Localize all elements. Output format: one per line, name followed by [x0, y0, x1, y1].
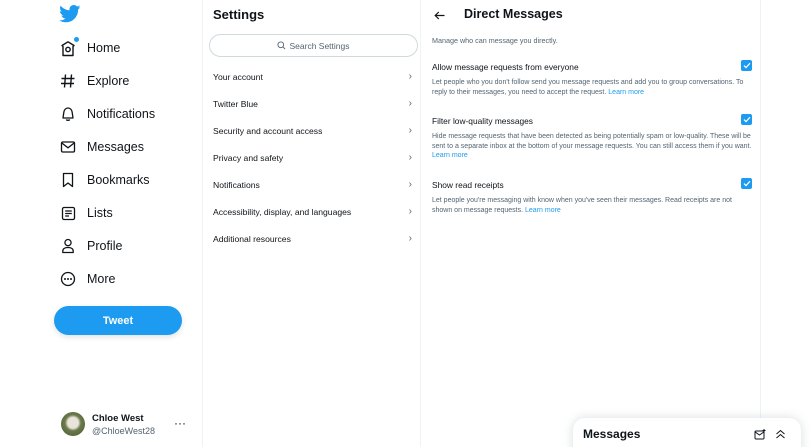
back-arrow-icon[interactable]: [431, 7, 447, 23]
chevron-right-icon: ›: [408, 206, 412, 217]
checkbox-allow-message-requests[interactable]: [741, 60, 752, 71]
nav-item-label: Lists: [87, 206, 113, 220]
chevron-right-icon: ›: [408, 152, 412, 163]
settings-item-privacy[interactable]: [203, 144, 421, 171]
learn-more-link[interactable]: Learn more: [608, 88, 645, 96]
nav-item-label: Home: [87, 41, 121, 55]
checkmark-icon: [743, 116, 751, 123]
nav-item-notifications[interactable]: [58, 102, 155, 126]
home-icon: [58, 38, 78, 58]
new-message-icon[interactable]: [753, 427, 767, 441]
option-title: Filter low-quality messages: [432, 116, 533, 126]
envelope-icon: [58, 137, 78, 157]
settings-item-twitter-blue[interactable]: [203, 90, 421, 117]
chevron-right-icon: ›: [408, 125, 412, 136]
direct-messages-panel: [421, 0, 761, 447]
settings-item-additional-resources[interactable]: [203, 225, 421, 252]
more-circle-icon: [58, 269, 78, 289]
bookmark-icon: [58, 170, 78, 190]
nav-item-home[interactable]: [58, 36, 120, 60]
checkmark-icon: [743, 180, 751, 187]
learn-more-link[interactable]: Learn more: [525, 206, 561, 214]
option-description: Let people who you don't follow send you message requests and add you to group conversations. To reply to their messages, you need to accept the request. Learn more: [432, 79, 744, 96]
nav-item-profile[interactable]: [58, 234, 122, 258]
learn-more-link[interactable]: Learn more: [432, 152, 468, 160]
settings-item-accessibility[interactable]: [203, 198, 421, 225]
settings-item-label: Additional resources: [213, 233, 291, 244]
chevron-right-icon: ›: [408, 71, 412, 82]
chevron-right-icon: ›: [408, 179, 412, 190]
option-title: Show read receipts: [432, 180, 504, 190]
account-name: Chloe West: [92, 412, 144, 424]
chevron-right-icon: ›: [408, 98, 412, 109]
more-dots-icon[interactable]: ···: [174, 416, 186, 430]
checkbox-filter-low-quality[interactable]: [741, 114, 752, 125]
nav-item-label: Profile: [87, 239, 123, 253]
settings-item-label: Twitter Blue: [213, 98, 258, 109]
notification-dot: [74, 37, 79, 42]
settings-column: [202, 0, 421, 447]
expand-up-icon[interactable]: [773, 427, 787, 441]
settings-item-notifications[interactable]: [203, 171, 421, 198]
option-description: Hide message requests that have been detected as being potentially spam or low-quality. These will be sent to a separate inbox at the bottom of your message requests. You can still access them if you want. Learn more: [432, 133, 752, 160]
nav-item-label: Messages: [87, 140, 144, 154]
search-icon: [277, 41, 286, 50]
twitter-bird-icon[interactable]: [59, 5, 81, 25]
tweet-button[interactable]: Tweet: [54, 306, 182, 335]
account-handle: @ChloeWest28: [92, 425, 155, 436]
list-icon: [58, 203, 78, 223]
option-title: Allow message requests from everyone: [432, 62, 579, 72]
settings-item-security[interactable]: [203, 117, 421, 144]
settings-item-label: Notifications: [213, 179, 260, 190]
settings-item-your-account[interactable]: [203, 63, 421, 90]
checkbox-show-read-receipts[interactable]: [741, 178, 752, 189]
nav-item-messages[interactable]: [58, 135, 144, 159]
hashtag-icon: [58, 71, 78, 91]
person-icon: [58, 236, 78, 256]
bell-icon: [58, 104, 78, 124]
avatar: [61, 412, 85, 436]
search-settings-input[interactable]: [209, 34, 418, 57]
option-description: Let people you're messaging with know when you've seen their messages. Read receipts are not shown on message requests. Learn more: [432, 197, 732, 214]
nav-item-lists[interactable]: [58, 201, 113, 225]
nav-item-label: Explore: [87, 74, 130, 88]
settings-title: Settings: [213, 7, 265, 22]
settings-item-label: Security and account access: [213, 125, 323, 136]
nav-item-explore[interactable]: [58, 69, 129, 93]
drawer-title: Messages: [583, 427, 641, 441]
settings-item-label: Privacy and safety: [213, 152, 284, 163]
checkmark-icon: [743, 62, 751, 69]
account-switcher[interactable]: [58, 408, 198, 440]
settings-item-label: Your account: [213, 71, 263, 82]
nav-item-bookmarks[interactable]: [58, 168, 150, 192]
page-title: Direct Messages: [464, 7, 563, 21]
nav-item-label: More: [87, 272, 116, 286]
nav-item-label: Notifications: [87, 107, 156, 121]
nav-item-more[interactable]: [58, 267, 115, 291]
settings-item-label: Accessibility, display, and languages: [213, 206, 352, 217]
page-description: Manage who can message you directly.: [432, 36, 558, 45]
chevron-right-icon: ›: [408, 233, 412, 244]
messages-drawer[interactable]: [573, 418, 801, 447]
search-placeholder: Search Settings: [289, 40, 350, 51]
nav-item-label: Bookmarks: [87, 173, 150, 187]
left-navigation: [0, 0, 202, 447]
